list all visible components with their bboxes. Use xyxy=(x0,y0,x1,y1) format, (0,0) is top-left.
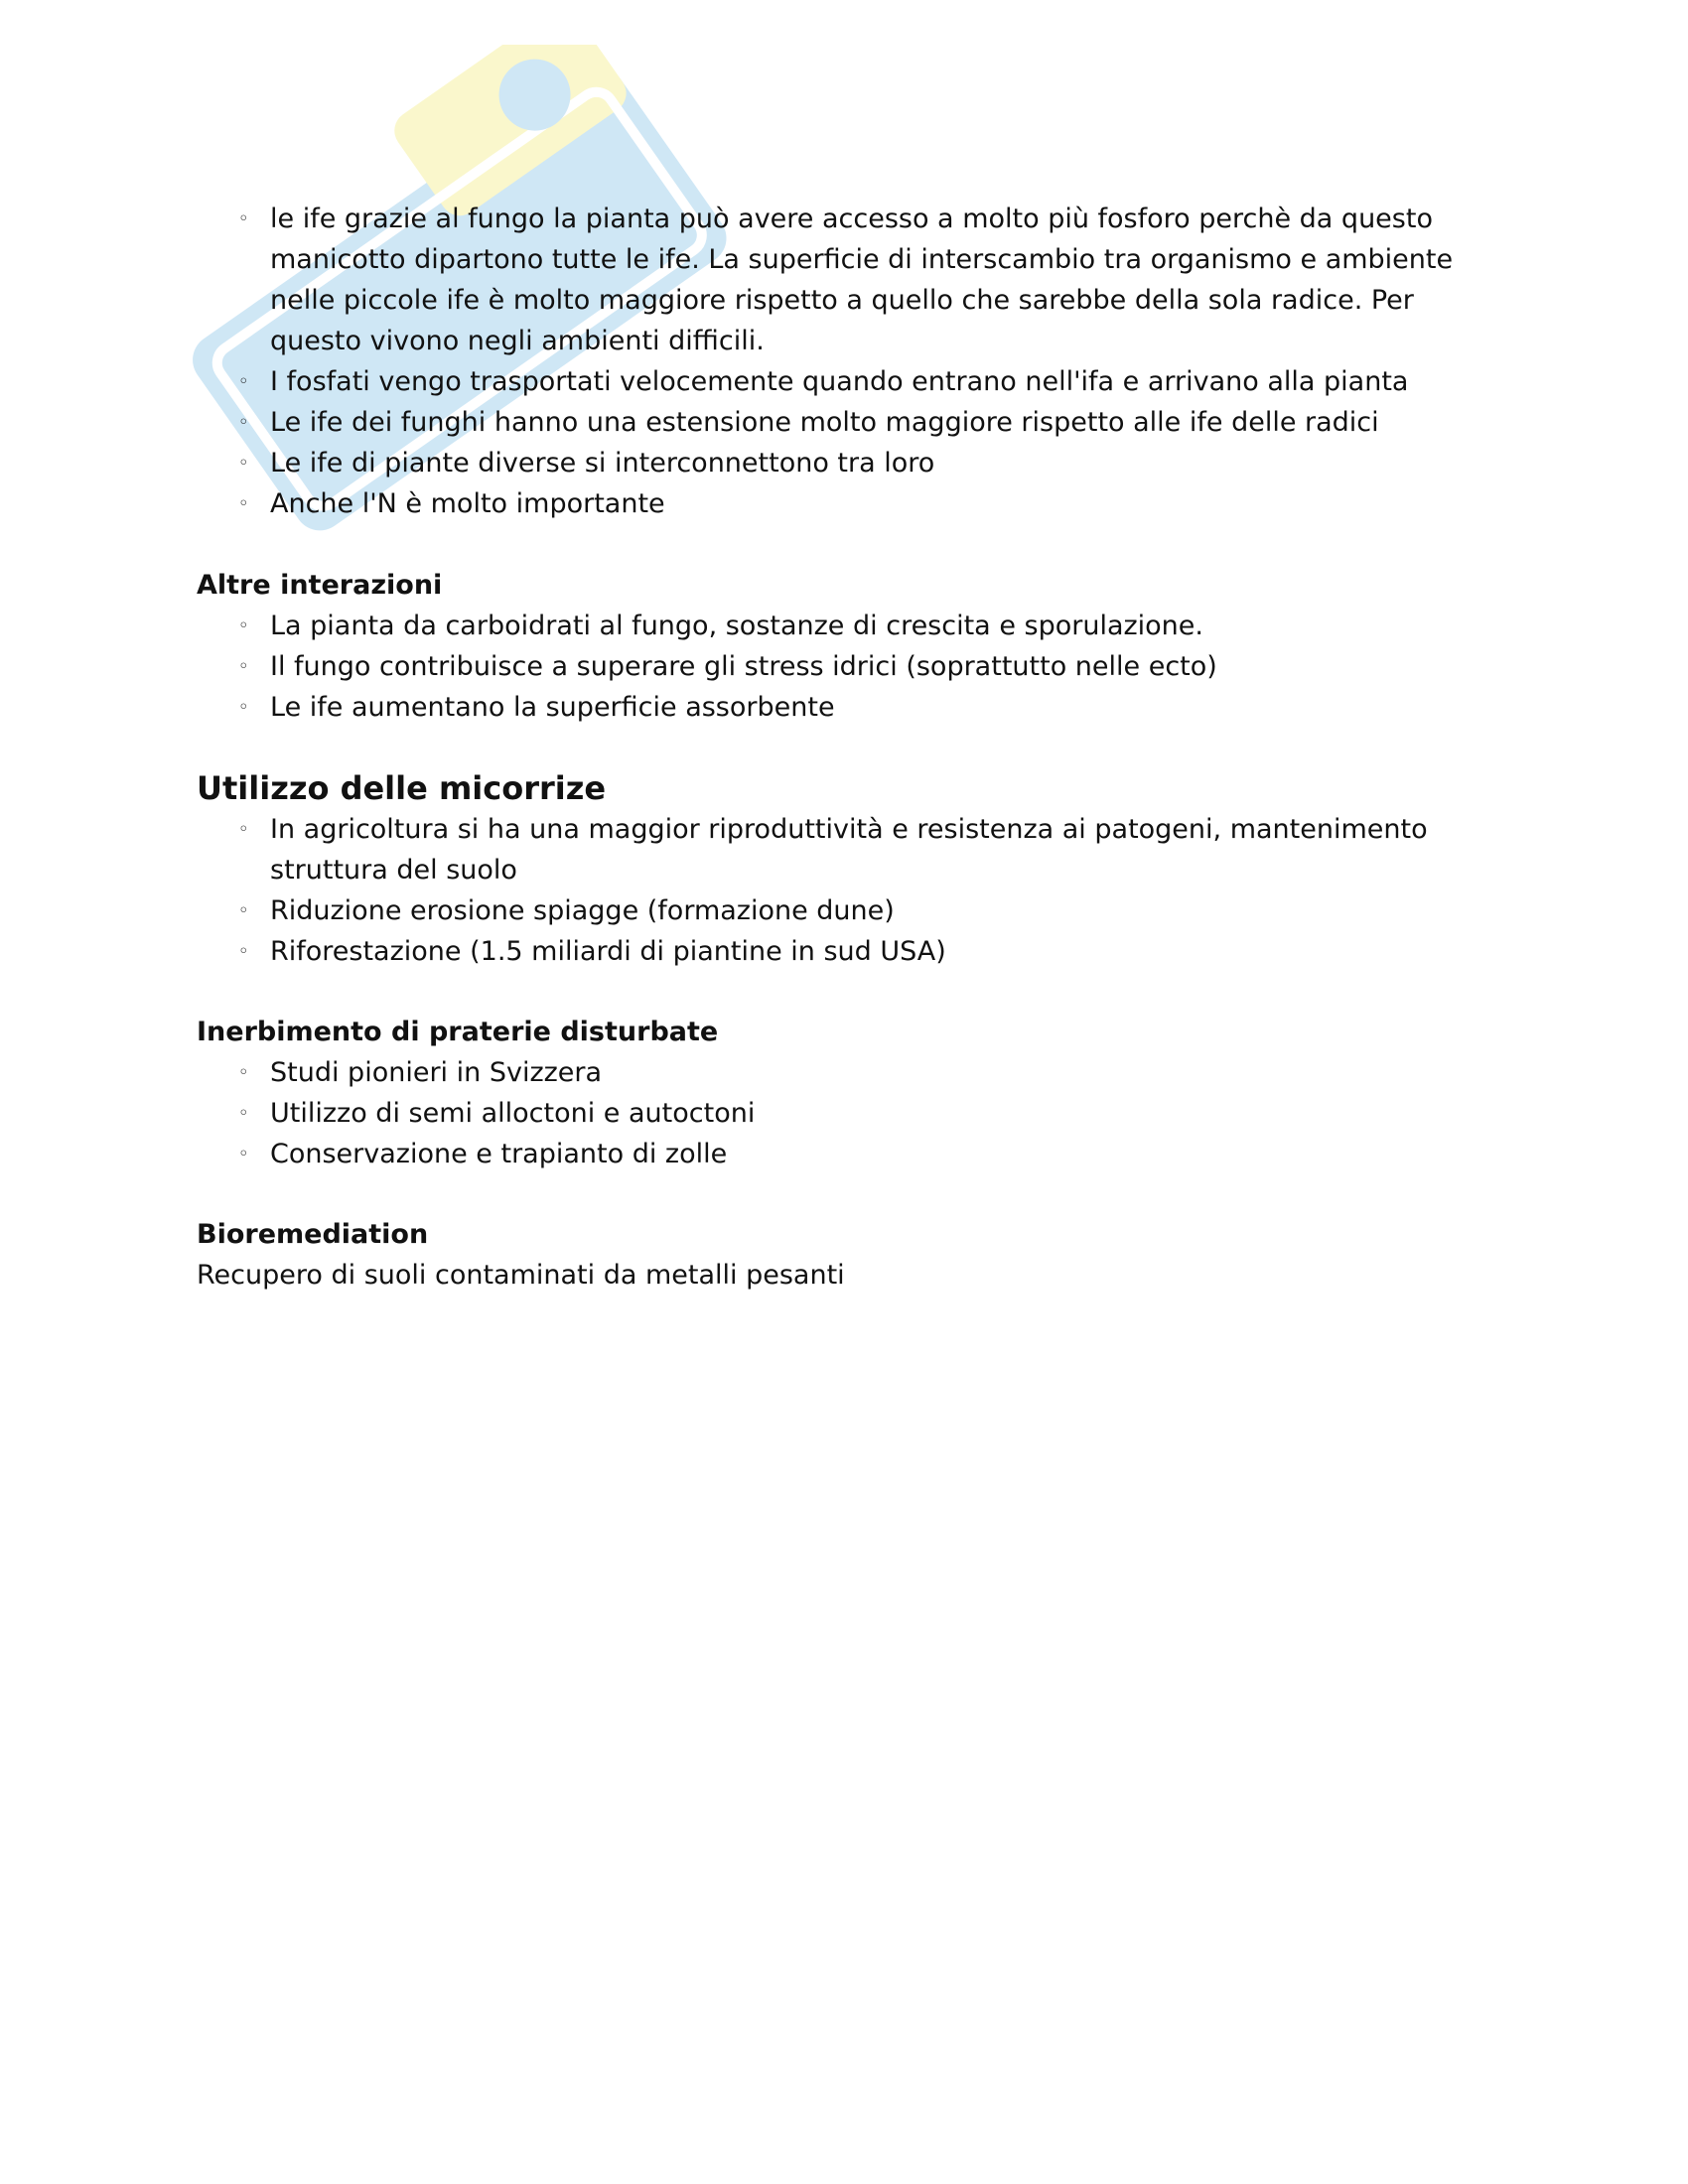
section-heading-altre-interazioni: Altre interazioni xyxy=(197,570,443,601)
bioremediation-text: Recupero di suoli contaminati da metalli pesanti xyxy=(197,1260,845,1291)
bullet-icon: ◦ xyxy=(238,615,249,636)
bullet-icon: ◦ xyxy=(238,1144,249,1164)
top-bullet-list xyxy=(197,199,1487,524)
section-heading-bioremediation: Bioremediation xyxy=(197,1219,429,1250)
bullet-icon: ◦ xyxy=(238,1062,249,1083)
list-item: ◦ Studi pionieri in Svizzera xyxy=(270,1052,1487,1093)
list-item: ◦ Conservazione e trapianto di zolle xyxy=(270,1134,1487,1174)
bullet-icon: ◦ xyxy=(238,697,249,718)
bullet-icon: ◦ xyxy=(238,656,249,677)
bullet-icon: ◦ xyxy=(238,412,249,433)
inerbimento-list xyxy=(197,1052,1487,1174)
bullet-icon: ◦ xyxy=(238,208,249,229)
bullet-icon: ◦ xyxy=(238,819,249,840)
list-item: ◦ le ife grazie al fungo la pianta può avere accesso a molto più fosforo perchè da questo manicotto dipartono tutte le ife. La superficie di interscambio tra organismo e ambiente nelle piccole ife è molto maggiore rispetto a quello che sarebbe della sola radice. Per questo vivono negli ambienti difficili. xyxy=(270,199,1487,361)
list-item: ◦ La pianta da carboidrati al fungo, sostanze di crescita e sporulazione. xyxy=(270,606,1487,646)
bullet-icon: ◦ xyxy=(238,371,249,392)
list-item: ◦ In agricoltura si ha una maggior riproduttività e resistenza ai patogeni, mantenimento struttura del suolo xyxy=(270,809,1487,890)
list-item: ◦ Riduzione erosione spiagge (formazione dune) xyxy=(270,890,1487,931)
list-item: ◦ Utilizzo di semi alloctoni e autoctoni xyxy=(270,1093,1487,1134)
bullet-icon: ◦ xyxy=(238,453,249,474)
utilizzo-list xyxy=(197,809,1487,972)
list-item: ◦ Le ife aumentano la superficie assorbente xyxy=(270,687,1487,728)
altre-interazioni-list xyxy=(197,606,1487,728)
bullet-icon: ◦ xyxy=(238,1103,249,1124)
list-item: ◦ Il fungo contribuisce a superare gli stress idrici (soprattutto nelle ecto) xyxy=(270,646,1487,687)
list-item: ◦ Anche l'N è molto importante xyxy=(270,483,1487,524)
list-item: ◦ Le ife di piante diverse si interconnettono tra loro xyxy=(270,443,1487,483)
document-body xyxy=(197,199,1487,1296)
bullet-icon: ◦ xyxy=(238,941,249,962)
list-item: ◦ Riforestazione (1.5 miliardi di piantine in sud USA) xyxy=(270,931,1487,972)
section-heading-inerbimento: Inerbimento di praterie disturbate xyxy=(197,1017,719,1047)
list-item: ◦ I fosfati vengo trasportati velocemente quando entrano nell'ifa e arrivano alla pianta xyxy=(270,361,1487,402)
section-heading-utilizzo: Utilizzo delle micorrize xyxy=(197,769,607,807)
bullet-icon: ◦ xyxy=(238,900,249,921)
bullet-icon: ◦ xyxy=(238,493,249,514)
list-item: ◦ Le ife dei funghi hanno una estensione molto maggiore rispetto alle ife delle radici xyxy=(270,402,1487,443)
